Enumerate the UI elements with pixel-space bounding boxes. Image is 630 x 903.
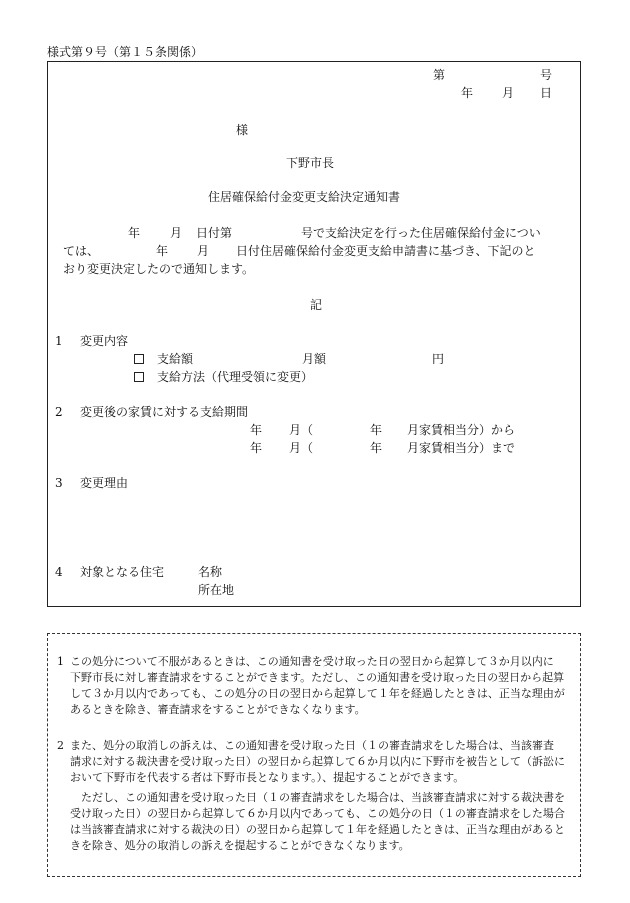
date-year-label: 年 <box>461 86 474 100</box>
body-line2-rest: 日付住居確保給付金変更支給申請書に基づき、下記のと <box>236 244 536 258</box>
document-title: 住居確保給付金変更支給決定通知書 <box>208 190 401 204</box>
section2-number: 2 <box>55 405 63 419</box>
note2-line5: 受け取った日）の翌日から起算して６か月以内であっても、この処分の日（１の審査請求をした場合 <box>70 807 565 820</box>
form-number-label: 様式第９号（第１５条関係） <box>47 45 204 59</box>
period-to-month: 月（ <box>289 441 314 455</box>
body-line1-month: 月 <box>170 226 183 240</box>
body-line2-start: ては、 <box>63 244 100 258</box>
note1-line3: して３か月以内であっても、この処分の日の翌日から起算して１年を経過したときは、正当な理由が <box>70 687 565 700</box>
period-from-year: 年 <box>250 423 263 437</box>
option-amount-label: 支給額 <box>157 352 194 366</box>
period-to-rent-year: 年 <box>370 441 383 455</box>
period-from-rest: 月家賃相当分）から <box>407 423 516 437</box>
document-number-suffix: 号 <box>540 68 553 82</box>
note1-line4: あるときを除き、審査請求をすることができなくなります。 <box>70 703 366 716</box>
section1-heading: 変更内容 <box>80 334 129 348</box>
body-line1-year: 年 <box>128 226 141 240</box>
body-line1-dated: 日付第 <box>196 226 233 240</box>
option-method-checkbox[interactable] <box>134 370 144 384</box>
period-to-year: 年 <box>250 441 263 455</box>
monthly-amount-label: 月額 <box>302 352 327 366</box>
section3-number: 3 <box>55 476 63 490</box>
section2-heading: 変更後の家賃に対する支給期間 <box>80 405 249 419</box>
body-line3: おり変更決定したので通知します。 <box>63 262 255 276</box>
body-line2-month: 月 <box>197 244 210 258</box>
section4-heading: 対象となる住宅 <box>80 565 165 579</box>
ki-heading: 記 <box>310 298 323 312</box>
note2-line3: おいて下野市を代表する者は下野市長となります。）、提起することができます。 <box>70 771 465 784</box>
note2-number: 2 <box>57 739 64 752</box>
section1-number: 1 <box>55 334 63 348</box>
period-to-rest: 月家賃相当分）まで <box>407 441 516 455</box>
body-line1-rest: 号で支給決定を行った住居確保給付金につい <box>301 226 541 240</box>
section3-heading: 変更理由 <box>80 476 129 490</box>
note2-line7: きを除き、処分の取消しの訴えを提起することができなくなります。 <box>70 839 410 852</box>
section4-number: 4 <box>55 565 63 579</box>
yen-unit-label: 円 <box>432 352 445 366</box>
period-from-rent-year: 年 <box>370 423 383 437</box>
note1-number: 1 <box>57 655 64 668</box>
addressee-suffix: 様 <box>236 123 249 137</box>
option-method-label: 支給方法（代理受領に変更） <box>157 370 314 384</box>
date-day-label: 日 <box>540 86 553 100</box>
housing-address-label: 所在地 <box>198 583 235 597</box>
note2-line1: また、処分の取消しの訴えは、この通知書を受け取った日（１の審査請求をした場合は、当該審査 <box>70 739 554 752</box>
note1-line1: この処分について不服があるときは、この通知書を受け取った日の翌日から起算して３か月以内に <box>70 655 554 668</box>
note2-line4: ただし、この通知書を受け取った日（１の審査請求をした場合は、当該審査請求に対する裁決書を <box>81 791 565 804</box>
date-month-label: 月 <box>502 86 515 100</box>
note1-line2: 下野市長に対し審査請求をすることができます。ただし、この通知書を受け取った日の翌日から起算 <box>70 671 565 684</box>
issuer-name: 下野市長 <box>286 156 335 170</box>
option-amount-checkbox[interactable] <box>134 352 144 366</box>
note2-line2: 請求に対する裁決書を受け取った日）の翌日から起算して６か月以内に下野市を被告として（訴訟に <box>70 755 565 768</box>
period-from-month: 月（ <box>289 423 314 437</box>
note2-line6: は当該審査請求に対する裁決の日）の翌日から起算して１年を経過したときは、正当な理由があると <box>70 823 565 836</box>
housing-name-label: 名称 <box>198 565 223 579</box>
body-line2-year: 年 <box>156 244 169 258</box>
document-number-prefix: 第 <box>433 68 446 82</box>
